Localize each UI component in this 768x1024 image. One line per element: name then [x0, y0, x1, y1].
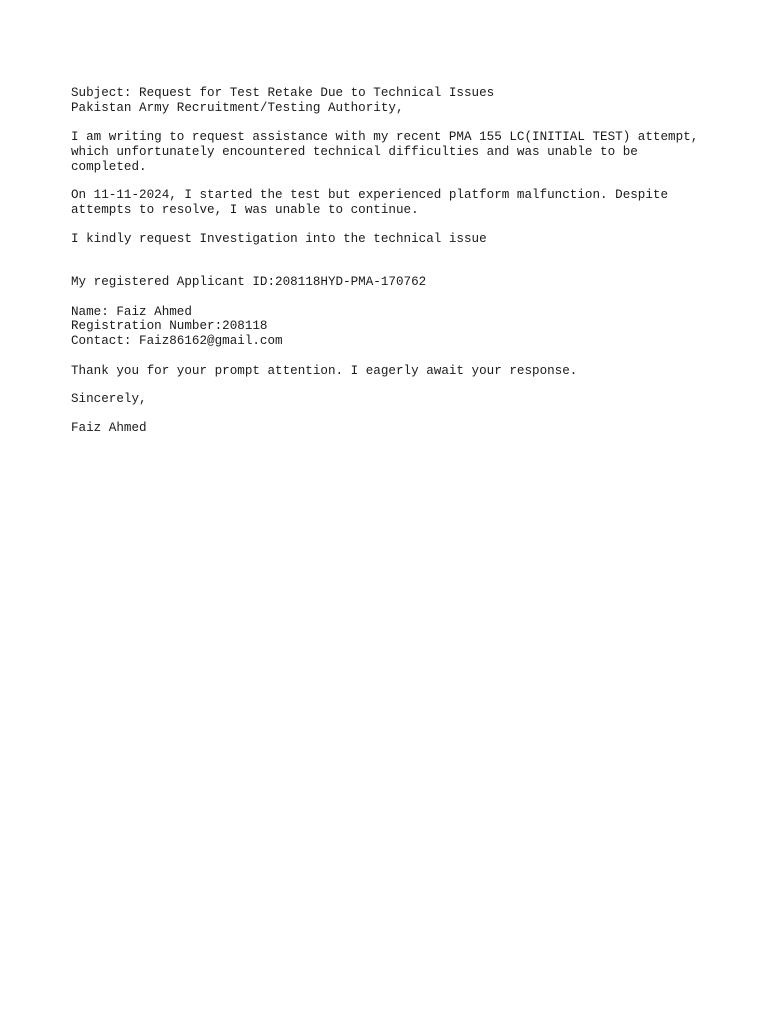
spacer [71, 290, 711, 305]
paragraph-line: I am writing to request assistance with my recent PMA 155 LC(INITIAL TEST) attempt, [71, 130, 699, 145]
paragraph-incident [71, 188, 711, 217]
spacer [71, 246, 711, 275]
applicant-id-line: My registered Applicant ID:208118HYD-PMA-170762 [71, 275, 427, 290]
spacer [71, 407, 711, 421]
registration-line: Registration Number:208118 [71, 319, 268, 334]
letter-body [71, 86, 711, 436]
spacer [71, 349, 711, 364]
spacer [71, 115, 711, 130]
closing-line: Sincerely, [71, 392, 147, 407]
paragraph-line: On 11-11-2024, I started the test but experienced platform malfunction. Despite [71, 188, 669, 203]
thanks-line: Thank you for your prompt attention. I eagerly await your response. [71, 363, 578, 378]
spacer [71, 174, 711, 188]
signature-line: Faiz Ahmed [71, 420, 147, 435]
contact-line: Contact: Faiz86162@gmail.com [71, 334, 283, 349]
spacer [71, 378, 711, 392]
paragraph-line: completed. [71, 159, 147, 174]
subject-line: Subject: Request for Test Retake Due to Technical Issues [71, 86, 495, 100]
applicant-details [71, 305, 711, 349]
paragraph-line: which unfortunately encountered technical difficulties and was unable to be [71, 144, 638, 159]
spacer [71, 218, 711, 232]
paragraph-line: attempts to resolve, I was unable to continue. [71, 202, 419, 217]
paragraph-request-assistance [71, 130, 711, 174]
name-line: Name: Faiz Ahmed [71, 304, 192, 319]
recipient-line: Pakistan Army Recruitment/Testing Authority, [71, 100, 404, 115]
request-line: I kindly request Investigation into the technical issue [71, 231, 487, 246]
